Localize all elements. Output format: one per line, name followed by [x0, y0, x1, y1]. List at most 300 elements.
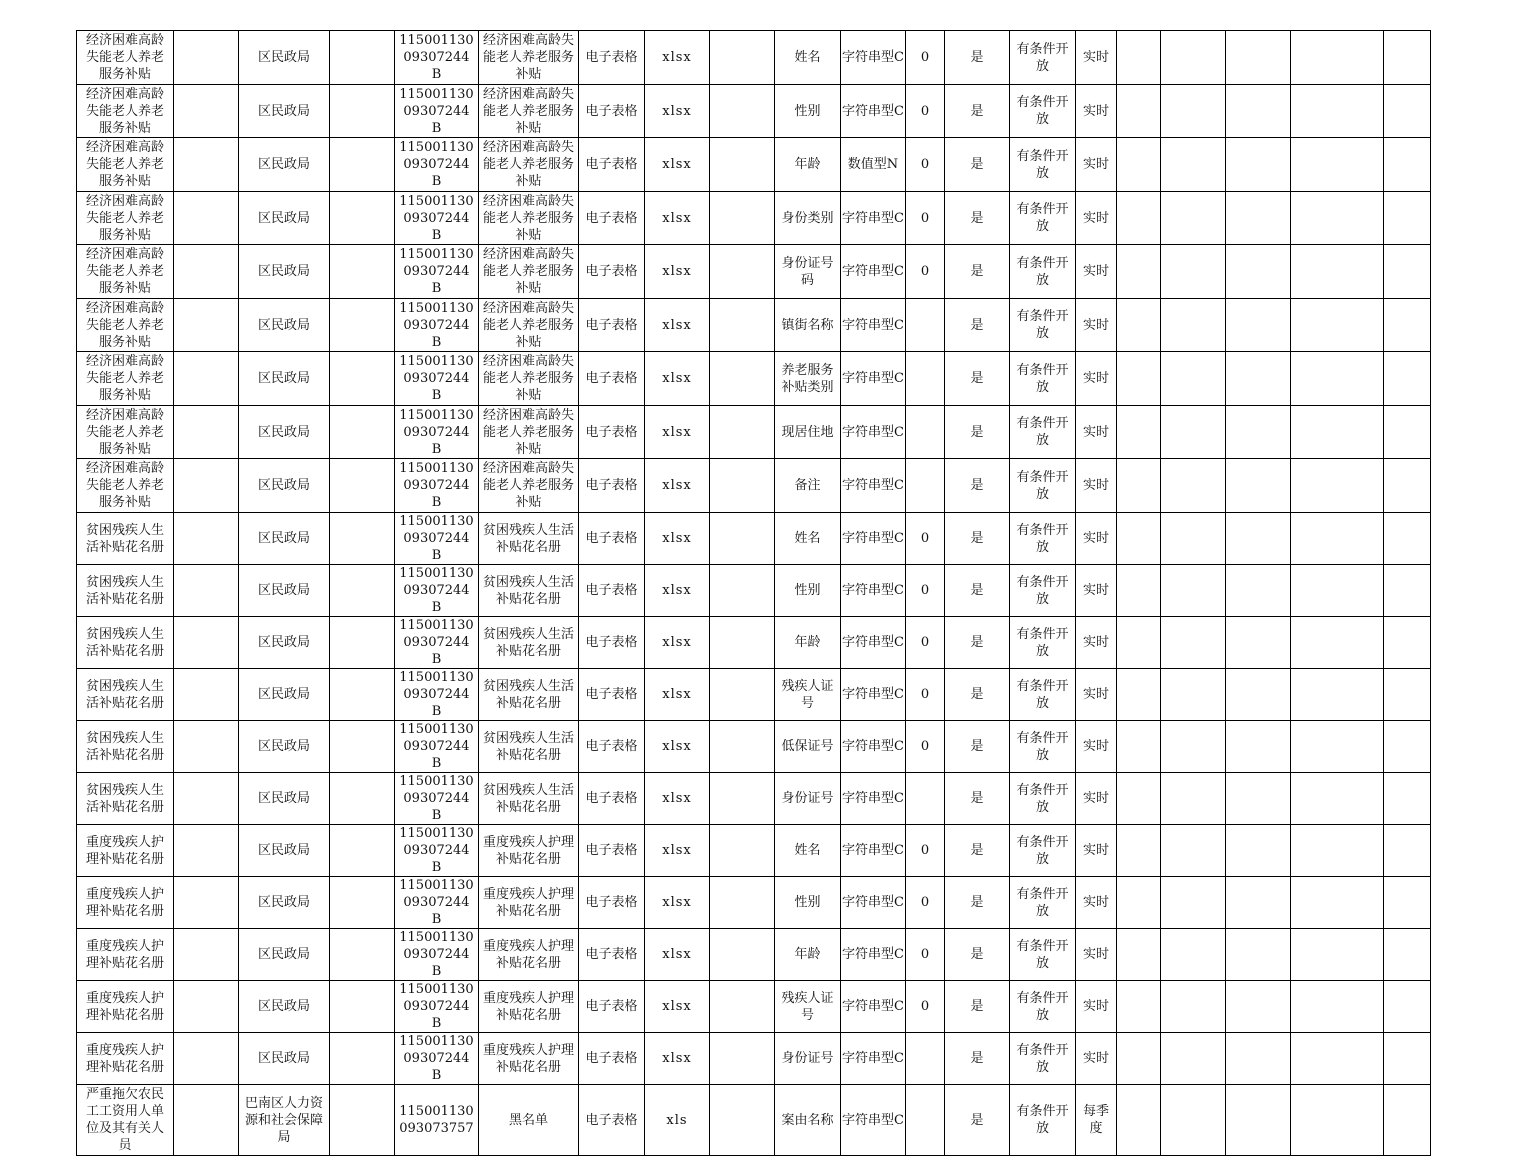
resource-name-cell: 经济困难高龄失能老人养老服务补贴: [77, 138, 174, 192]
provider-cell: 区民政局: [239, 513, 330, 565]
empty-cell: [1226, 565, 1291, 617]
table-body: [77, 31, 1431, 1156]
provider-cell: 区民政局: [239, 299, 330, 352]
empty-cell: [330, 1033, 395, 1085]
dataset-name-cell: 贫困残疾人生活补贴花名册: [479, 513, 579, 565]
resource-code-cell: 11500113009307244B: [395, 352, 479, 406]
open-attribute-cell: 有条件开放: [1010, 565, 1076, 617]
empty-cell: [1161, 192, 1226, 245]
data-type-cell: 字符串型C: [841, 299, 906, 352]
empty-cell: [174, 981, 239, 1033]
dataset-name-cell: 经济困难高龄失能老人养老服务补贴: [479, 299, 579, 352]
dataset-name-cell: 经济困难高龄失能老人养老服务补贴: [479, 406, 579, 459]
dataset-name-cell: 贫困残疾人生活补贴花名册: [479, 617, 579, 669]
resource-code-cell: 11500113009307244B: [395, 877, 479, 929]
extension-cell: xls: [645, 1085, 710, 1156]
empty-cell: [1161, 513, 1226, 565]
field-name-cell: 养老服务补贴类别: [775, 352, 841, 406]
empty-cell: [174, 669, 239, 721]
empty-cell: [330, 459, 395, 513]
empty-cell: [710, 31, 775, 85]
resource-name-cell: 严重拖欠农民工工资用人单位及其有关人员: [77, 1085, 174, 1156]
empty-cell: [174, 406, 239, 459]
empty-cell: [1117, 617, 1161, 669]
data-type-cell: 字符串型C: [841, 617, 906, 669]
empty-cell: [1117, 85, 1161, 138]
empty-cell: [1117, 352, 1161, 406]
length-cell: 0: [906, 565, 945, 617]
dataset-name-cell: 重度残疾人护理补贴花名册: [479, 825, 579, 877]
field-name-cell: 身份证号: [775, 1033, 841, 1085]
length-cell: 0: [906, 877, 945, 929]
provider-cell: 区民政局: [239, 1033, 330, 1085]
dataset-name-cell: 经济困难高龄失能老人养老服务补贴: [479, 459, 579, 513]
open-attribute-cell: 有条件开放: [1010, 245, 1076, 299]
resource-code-cell: 11500113009307244B: [395, 617, 479, 669]
empty-cell: [1161, 138, 1226, 192]
data-type-cell: 字符串型C: [841, 513, 906, 565]
empty-cell: [1226, 406, 1291, 459]
extension-cell: xlsx: [645, 565, 710, 617]
length-cell: [906, 1085, 945, 1156]
empty-cell: [174, 825, 239, 877]
empty-cell: [1161, 352, 1226, 406]
field-name-cell: 身份类别: [775, 192, 841, 245]
empty-cell: [1384, 877, 1431, 929]
format-cell: 电子表格: [579, 406, 645, 459]
required-cell: 是: [945, 245, 1010, 299]
update-cycle-cell: 实时: [1076, 299, 1117, 352]
dataset-name-cell: 经济困难高龄失能老人养老服务补贴: [479, 31, 579, 85]
empty-cell: [1117, 825, 1161, 877]
update-cycle-cell: 实时: [1076, 31, 1117, 85]
empty-cell: [174, 1085, 239, 1156]
empty-cell: [1161, 669, 1226, 721]
length-cell: 0: [906, 617, 945, 669]
length-cell: [906, 406, 945, 459]
empty-cell: [1291, 617, 1384, 669]
empty-cell: [1384, 406, 1431, 459]
empty-cell: [174, 245, 239, 299]
data-type-cell: 字符串型C: [841, 565, 906, 617]
data-type-cell: 数值型N: [841, 138, 906, 192]
empty-cell: [1117, 406, 1161, 459]
empty-cell: [174, 565, 239, 617]
empty-cell: [174, 877, 239, 929]
required-cell: 是: [945, 565, 1010, 617]
length-cell: [906, 1033, 945, 1085]
resource-code-cell: 11500113009307244B: [395, 981, 479, 1033]
provider-cell: 区民政局: [239, 981, 330, 1033]
provider-cell: 区民政局: [239, 929, 330, 981]
provider-cell: 巴南区人力资源和社会保障局: [239, 1085, 330, 1156]
resource-name-cell: 贫困残疾人生活补贴花名册: [77, 513, 174, 565]
format-cell: 电子表格: [579, 31, 645, 85]
resource-code-cell: 11500113009307244B: [395, 929, 479, 981]
table-row: [77, 459, 1431, 513]
empty-cell: [1291, 352, 1384, 406]
dataset-name-cell: 贫困残疾人生活补贴花名册: [479, 721, 579, 773]
dataset-name-cell: 重度残疾人护理补贴花名册: [479, 929, 579, 981]
resource-code-cell: 115001130093073757: [395, 1085, 479, 1156]
field-name-cell: 备注: [775, 459, 841, 513]
required-cell: 是: [945, 352, 1010, 406]
empty-cell: [710, 138, 775, 192]
format-cell: 电子表格: [579, 929, 645, 981]
empty-cell: [1117, 1085, 1161, 1156]
required-cell: 是: [945, 85, 1010, 138]
field-name-cell: 年龄: [775, 929, 841, 981]
data-type-cell: 字符串型C: [841, 981, 906, 1033]
empty-cell: [1117, 981, 1161, 1033]
empty-cell: [710, 299, 775, 352]
open-attribute-cell: 有条件开放: [1010, 721, 1076, 773]
open-attribute-cell: 有条件开放: [1010, 929, 1076, 981]
table-row: [77, 669, 1431, 721]
empty-cell: [1117, 1033, 1161, 1085]
format-cell: 电子表格: [579, 299, 645, 352]
empty-cell: [1226, 981, 1291, 1033]
empty-cell: [1117, 513, 1161, 565]
empty-cell: [174, 352, 239, 406]
resource-name-cell: 经济困难高龄失能老人养老服务补贴: [77, 406, 174, 459]
dataset-name-cell: 贫困残疾人生活补贴花名册: [479, 565, 579, 617]
resource-name-cell: 重度残疾人护理补贴花名册: [77, 825, 174, 877]
empty-cell: [710, 1033, 775, 1085]
resource-name-cell: 重度残疾人护理补贴花名册: [77, 1033, 174, 1085]
provider-cell: 区民政局: [239, 406, 330, 459]
empty-cell: [710, 192, 775, 245]
data-type-cell: 字符串型C: [841, 245, 906, 299]
empty-cell: [330, 85, 395, 138]
empty-cell: [1291, 877, 1384, 929]
provider-cell: 区民政局: [239, 669, 330, 721]
empty-cell: [1384, 825, 1431, 877]
table-row: [77, 299, 1431, 352]
open-attribute-cell: 有条件开放: [1010, 669, 1076, 721]
dataset-name-cell: 经济困难高龄失能老人养老服务补贴: [479, 138, 579, 192]
empty-cell: [1161, 459, 1226, 513]
empty-cell: [1161, 617, 1226, 669]
empty-cell: [1117, 245, 1161, 299]
empty-cell: [1384, 138, 1431, 192]
format-cell: 电子表格: [579, 1085, 645, 1156]
empty-cell: [1291, 669, 1384, 721]
empty-cell: [1384, 1085, 1431, 1156]
empty-cell: [330, 617, 395, 669]
resource-code-cell: 11500113009307244B: [395, 721, 479, 773]
required-cell: 是: [945, 138, 1010, 192]
empty-cell: [1226, 245, 1291, 299]
resource-name-cell: 重度残疾人护理补贴花名册: [77, 877, 174, 929]
table-row: [77, 406, 1431, 459]
empty-cell: [710, 245, 775, 299]
empty-cell: [1226, 877, 1291, 929]
table-row: [77, 617, 1431, 669]
field-name-cell: 姓名: [775, 513, 841, 565]
empty-cell: [1384, 929, 1431, 981]
update-cycle-cell: 实时: [1076, 352, 1117, 406]
table-row: [77, 352, 1431, 406]
empty-cell: [174, 929, 239, 981]
field-name-cell: 年龄: [775, 617, 841, 669]
required-cell: 是: [945, 981, 1010, 1033]
empty-cell: [710, 406, 775, 459]
empty-cell: [330, 31, 395, 85]
format-cell: 电子表格: [579, 138, 645, 192]
extension-cell: xlsx: [645, 721, 710, 773]
data-type-cell: 字符串型C: [841, 721, 906, 773]
empty-cell: [710, 459, 775, 513]
data-resource-table: [76, 30, 1431, 1156]
format-cell: 电子表格: [579, 825, 645, 877]
empty-cell: [1226, 1085, 1291, 1156]
empty-cell: [1291, 929, 1384, 981]
empty-cell: [1291, 192, 1384, 245]
empty-cell: [174, 31, 239, 85]
format-cell: 电子表格: [579, 669, 645, 721]
empty-cell: [1384, 669, 1431, 721]
empty-cell: [330, 299, 395, 352]
empty-cell: [1384, 565, 1431, 617]
length-cell: 0: [906, 981, 945, 1033]
empty-cell: [710, 721, 775, 773]
required-cell: 是: [945, 1085, 1010, 1156]
open-attribute-cell: 有条件开放: [1010, 981, 1076, 1033]
dataset-name-cell: 黑名单: [479, 1085, 579, 1156]
update-cycle-cell: 实时: [1076, 459, 1117, 513]
provider-cell: 区民政局: [239, 617, 330, 669]
empty-cell: [1226, 192, 1291, 245]
empty-cell: [1384, 192, 1431, 245]
format-cell: 电子表格: [579, 513, 645, 565]
empty-cell: [174, 773, 239, 825]
update-cycle-cell: 实时: [1076, 406, 1117, 459]
extension-cell: xlsx: [645, 929, 710, 981]
dataset-name-cell: 重度残疾人护理补贴花名册: [479, 1033, 579, 1085]
provider-cell: 区民政局: [239, 825, 330, 877]
length-cell: 0: [906, 669, 945, 721]
extension-cell: xlsx: [645, 669, 710, 721]
empty-cell: [330, 825, 395, 877]
length-cell: 0: [906, 245, 945, 299]
empty-cell: [1161, 1033, 1226, 1085]
extension-cell: xlsx: [645, 513, 710, 565]
open-attribute-cell: 有条件开放: [1010, 138, 1076, 192]
empty-cell: [1161, 1085, 1226, 1156]
open-attribute-cell: 有条件开放: [1010, 513, 1076, 565]
required-cell: 是: [945, 299, 1010, 352]
empty-cell: [1384, 31, 1431, 85]
extension-cell: xlsx: [645, 299, 710, 352]
empty-cell: [1161, 299, 1226, 352]
provider-cell: 区民政局: [239, 877, 330, 929]
provider-cell: 区民政局: [239, 31, 330, 85]
table-row: [77, 1033, 1431, 1085]
open-attribute-cell: 有条件开放: [1010, 31, 1076, 85]
resource-code-cell: 11500113009307244B: [395, 31, 479, 85]
empty-cell: [1117, 669, 1161, 721]
provider-cell: 区民政局: [239, 352, 330, 406]
empty-cell: [1226, 299, 1291, 352]
field-name-cell: 案由名称: [775, 1085, 841, 1156]
empty-cell: [1384, 981, 1431, 1033]
table-row: [77, 85, 1431, 138]
field-name-cell: 身份证号码: [775, 245, 841, 299]
empty-cell: [1226, 1033, 1291, 1085]
table-row: [77, 1085, 1431, 1156]
empty-cell: [174, 85, 239, 138]
extension-cell: xlsx: [645, 773, 710, 825]
data-type-cell: 字符串型C: [841, 773, 906, 825]
empty-cell: [710, 825, 775, 877]
field-name-cell: 姓名: [775, 825, 841, 877]
dataset-name-cell: 经济困难高龄失能老人养老服务补贴: [479, 245, 579, 299]
data-type-cell: 字符串型C: [841, 1085, 906, 1156]
table-row: [77, 31, 1431, 85]
open-attribute-cell: 有条件开放: [1010, 299, 1076, 352]
empty-cell: [174, 721, 239, 773]
update-cycle-cell: 每季度: [1076, 1085, 1117, 1156]
empty-cell: [710, 929, 775, 981]
format-cell: 电子表格: [579, 565, 645, 617]
open-attribute-cell: 有条件开放: [1010, 406, 1076, 459]
provider-cell: 区民政局: [239, 459, 330, 513]
resource-name-cell: 贫困残疾人生活补贴花名册: [77, 773, 174, 825]
empty-cell: [1291, 513, 1384, 565]
empty-cell: [330, 773, 395, 825]
empty-cell: [330, 669, 395, 721]
required-cell: 是: [945, 513, 1010, 565]
empty-cell: [1384, 459, 1431, 513]
empty-cell: [1291, 299, 1384, 352]
field-name-cell: 性别: [775, 877, 841, 929]
empty-cell: [710, 1085, 775, 1156]
extension-cell: xlsx: [645, 981, 710, 1033]
empty-cell: [1384, 513, 1431, 565]
empty-cell: [1161, 981, 1226, 1033]
empty-cell: [330, 1085, 395, 1156]
empty-cell: [710, 669, 775, 721]
open-attribute-cell: 有条件开放: [1010, 877, 1076, 929]
dataset-name-cell: 重度残疾人护理补贴花名册: [479, 877, 579, 929]
provider-cell: 区民政局: [239, 138, 330, 192]
open-attribute-cell: 有条件开放: [1010, 617, 1076, 669]
field-name-cell: 姓名: [775, 31, 841, 85]
update-cycle-cell: 实时: [1076, 877, 1117, 929]
data-type-cell: 字符串型C: [841, 1033, 906, 1085]
data-type-cell: 字符串型C: [841, 352, 906, 406]
required-cell: 是: [945, 406, 1010, 459]
field-name-cell: 残疾人证号: [775, 669, 841, 721]
data-type-cell: 字符串型C: [841, 406, 906, 459]
dataset-name-cell: 经济困难高龄失能老人养老服务补贴: [479, 85, 579, 138]
format-cell: 电子表格: [579, 981, 645, 1033]
resource-name-cell: 经济困难高龄失能老人养老服务补贴: [77, 245, 174, 299]
empty-cell: [1161, 565, 1226, 617]
empty-cell: [1226, 459, 1291, 513]
length-cell: 0: [906, 721, 945, 773]
resource-name-cell: 经济困难高龄失能老人养老服务补贴: [77, 352, 174, 406]
empty-cell: [1226, 138, 1291, 192]
empty-cell: [1291, 773, 1384, 825]
empty-cell: [1291, 245, 1384, 299]
data-type-cell: 字符串型C: [841, 459, 906, 513]
empty-cell: [710, 352, 775, 406]
update-cycle-cell: 实时: [1076, 565, 1117, 617]
empty-cell: [1384, 773, 1431, 825]
empty-cell: [330, 513, 395, 565]
required-cell: 是: [945, 929, 1010, 981]
resource-name-cell: 经济困难高龄失能老人养老服务补贴: [77, 31, 174, 85]
provider-cell: 区民政局: [239, 773, 330, 825]
update-cycle-cell: 实时: [1076, 721, 1117, 773]
empty-cell: [1291, 459, 1384, 513]
resource-code-cell: 11500113009307244B: [395, 669, 479, 721]
empty-cell: [1291, 721, 1384, 773]
update-cycle-cell: 实时: [1076, 825, 1117, 877]
empty-cell: [1117, 459, 1161, 513]
dataset-name-cell: 贫困残疾人生活补贴花名册: [479, 669, 579, 721]
field-name-cell: 低保证号: [775, 721, 841, 773]
required-cell: 是: [945, 192, 1010, 245]
empty-cell: [1384, 85, 1431, 138]
empty-cell: [1117, 299, 1161, 352]
required-cell: 是: [945, 1033, 1010, 1085]
extension-cell: xlsx: [645, 617, 710, 669]
open-attribute-cell: 有条件开放: [1010, 825, 1076, 877]
open-attribute-cell: 有条件开放: [1010, 352, 1076, 406]
empty-cell: [1161, 406, 1226, 459]
empty-cell: [1291, 981, 1384, 1033]
update-cycle-cell: 实时: [1076, 513, 1117, 565]
empty-cell: [1291, 138, 1384, 192]
open-attribute-cell: 有条件开放: [1010, 192, 1076, 245]
resource-name-cell: 经济困难高龄失能老人养老服务补贴: [77, 299, 174, 352]
format-cell: 电子表格: [579, 1033, 645, 1085]
update-cycle-cell: 实时: [1076, 617, 1117, 669]
table-row: [77, 513, 1431, 565]
empty-cell: [1226, 31, 1291, 85]
empty-cell: [710, 565, 775, 617]
empty-cell: [1291, 825, 1384, 877]
provider-cell: 区民政局: [239, 721, 330, 773]
length-cell: 0: [906, 31, 945, 85]
empty-cell: [710, 617, 775, 669]
empty-cell: [1384, 1033, 1431, 1085]
field-name-cell: 年龄: [775, 138, 841, 192]
table-row: [77, 929, 1431, 981]
extension-cell: xlsx: [645, 245, 710, 299]
update-cycle-cell: 实时: [1076, 981, 1117, 1033]
empty-cell: [1161, 31, 1226, 85]
table-row: [77, 192, 1431, 245]
empty-cell: [1384, 352, 1431, 406]
format-cell: 电子表格: [579, 721, 645, 773]
empty-cell: [330, 877, 395, 929]
resource-code-cell: 11500113009307244B: [395, 299, 479, 352]
format-cell: 电子表格: [579, 459, 645, 513]
field-name-cell: 残疾人证号: [775, 981, 841, 1033]
update-cycle-cell: 实时: [1076, 85, 1117, 138]
empty-cell: [1161, 877, 1226, 929]
open-attribute-cell: 有条件开放: [1010, 459, 1076, 513]
empty-cell: [1226, 617, 1291, 669]
provider-cell: 区民政局: [239, 565, 330, 617]
field-name-cell: 性别: [775, 565, 841, 617]
empty-cell: [174, 459, 239, 513]
update-cycle-cell: 实时: [1076, 1033, 1117, 1085]
